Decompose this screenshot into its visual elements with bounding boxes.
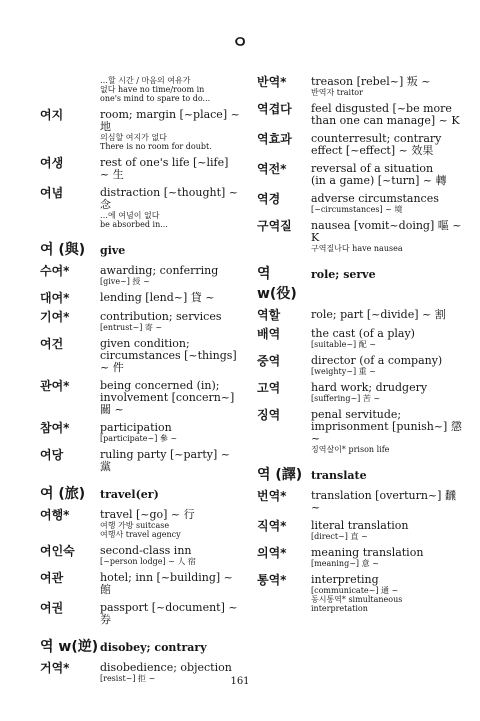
definition-line: disobedience; objection — [100, 661, 232, 674]
entry-definition — [100, 265, 240, 286]
dictionary-entry — [257, 309, 465, 322]
definition-line: 반역자 traitor — [311, 88, 363, 97]
dictionary-entry — [257, 220, 465, 253]
entry-group — [257, 309, 465, 454]
entry-definition — [311, 355, 465, 376]
entry-headword: 참여* — [40, 421, 70, 435]
definition-line: penal servitude; — [311, 408, 402, 421]
definition-line: adverse circumstances — [311, 192, 439, 205]
dictionary-entry — [40, 380, 240, 416]
entry-definition — [100, 545, 240, 566]
definition-line: interpretation — [311, 604, 368, 613]
dictionary-entry — [40, 187, 240, 229]
entry-definition — [311, 103, 465, 127]
definition-line: than one can manage] ~ K — [311, 114, 460, 127]
entry-group — [257, 490, 465, 613]
section-header — [40, 239, 240, 259]
definition-line: involvement [concern~] 關 ~ — [100, 391, 235, 416]
entry-definition — [311, 574, 465, 613]
definition-line: be absorbed in... — [100, 220, 168, 229]
definition-line: ruling party [~party] ~ 黨 — [100, 448, 230, 473]
definition-line: lending [lend~] 貸 ~ — [100, 291, 215, 304]
definition-line: counterresult; contrary — [311, 132, 442, 145]
definition-line: 구역질나다 have nausea — [311, 244, 403, 253]
definition-line: [participate~] 參 ~ — [100, 434, 178, 443]
section-headword: 여 (旅) — [40, 486, 86, 502]
dictionary-entry — [40, 449, 240, 473]
entry-headword: 여인숙 — [40, 544, 75, 558]
definition-line: 여행사 travel agency — [100, 530, 181, 539]
definition-line: travel [~go] ~ 行 — [100, 508, 195, 521]
dictionary-entry — [257, 103, 465, 127]
entry-definition — [311, 547, 465, 568]
definition-line: translation [overturn~] 飜 ~ — [311, 489, 456, 514]
dictionary-entry — [257, 76, 465, 97]
entry-headword: 수여* — [40, 264, 70, 278]
right-column — [257, 76, 465, 619]
entry-headword: 고역 — [257, 381, 281, 395]
dictionary-entry — [40, 265, 240, 286]
entry-headword: 의역* — [257, 546, 287, 560]
entry-definition — [311, 328, 465, 349]
definition-line: literal translation — [311, 519, 409, 532]
definition-line: contribution; services — [100, 310, 222, 323]
entry-headword: 여당 — [40, 448, 64, 462]
entry-headword: 거역* — [40, 661, 70, 675]
entry-group — [40, 265, 240, 473]
entry-definition — [100, 187, 240, 229]
dictionary-entry — [257, 382, 465, 403]
definition-line: There is no room for doubt. — [100, 142, 212, 151]
entry-definition — [311, 163, 465, 187]
definition-line: [give~] 授 ~ — [100, 277, 150, 286]
dictionary-entry — [40, 109, 240, 151]
entry-definition — [100, 602, 240, 626]
definition-line: director (of a company) — [311, 354, 443, 367]
entry-headword: 기여* — [40, 310, 70, 324]
dictionary-entry — [257, 574, 465, 613]
intro-line: 없다 have no time/room in — [100, 85, 205, 94]
entry-definition — [100, 109, 240, 151]
dictionary-entry — [257, 490, 465, 514]
entry-definition — [311, 220, 465, 253]
intro-line: …할 시간 / 마음의 여유가 — [100, 76, 191, 85]
entry-headword: 여생 — [40, 156, 64, 170]
definition-line: hard work; drudgery — [311, 381, 428, 394]
entry-definition — [100, 157, 240, 181]
section-gloss: travel(er) — [100, 488, 159, 501]
page-letter: ㅇ — [231, 33, 249, 53]
section-header — [257, 263, 465, 303]
dictionary-entry — [257, 355, 465, 376]
entry-definition — [311, 490, 465, 514]
definition-line: [entrust~] 寄 ~ — [100, 323, 163, 332]
section-gloss: role; serve — [311, 268, 376, 281]
entry-definition — [311, 520, 465, 541]
entry-group — [257, 76, 465, 253]
section-gloss: disobey; contrary — [100, 641, 207, 654]
entry-definition — [100, 338, 240, 374]
entry-headword: 번역* — [257, 489, 287, 503]
definition-line: [direct~] 直 ~ — [311, 532, 368, 541]
definition-line: effect [~effect] ~ 效果 — [311, 144, 434, 157]
dictionary-entry — [40, 157, 240, 181]
entry-headword: 여관 — [40, 571, 64, 585]
entry-headword: 여권 — [40, 601, 64, 615]
dictionary-entry — [257, 193, 465, 214]
section-headword: 여 (與) — [40, 242, 86, 258]
definition-line: treason [rebel~] 叛 ~ — [311, 75, 431, 88]
entry-headword: 여념 — [40, 186, 64, 200]
definition-line: [resist~] 拒 ~ — [100, 674, 156, 683]
dictionary-entry — [40, 602, 240, 626]
definition-line: (in a game) [~turn] ~ 轉 — [311, 174, 447, 187]
definition-line: rest of one's life [~life] ~ 生 — [100, 156, 229, 181]
entry-definition — [311, 382, 465, 403]
entry-headword: 징역 — [257, 408, 281, 422]
definition-line: the cast (of a play) — [311, 327, 415, 340]
entry-definition — [100, 509, 240, 539]
definition-line: 의심할 여지가 없다 — [100, 133, 167, 142]
entry-headword: 역전* — [257, 162, 287, 176]
entry-definition — [100, 572, 240, 596]
entry-headword: 역경 — [257, 192, 281, 206]
definition-line: circumstances [~things] ~ 件 — [100, 349, 237, 374]
dictionary-entry — [40, 292, 240, 305]
definition-line: nausea [vomit~doing] 嘔 ~ K — [311, 219, 462, 244]
definition-line: distraction [~thought] ~ 念 — [100, 186, 239, 211]
entry-headword: 역할 — [257, 308, 281, 322]
definition-line: …에 여념이 없다 — [100, 211, 160, 220]
entry-headword: 통역* — [257, 573, 287, 587]
definition-line: passport [~document] ~ 券 — [100, 601, 238, 626]
definition-line: [weighty~] 重 ~ — [311, 367, 376, 376]
entry-headword: 대여* — [40, 291, 70, 305]
definition-line: 동시통역* simultaneous — [311, 595, 403, 604]
entry-headword: 배역 — [257, 327, 281, 341]
entry-definition — [100, 380, 240, 416]
definition-line: awarding; conferring — [100, 264, 219, 277]
entry-definition — [311, 309, 465, 322]
dictionary-entry — [40, 572, 240, 596]
dictionary-entry — [40, 311, 240, 332]
definition-line: [suitable~] 配 ~ — [311, 340, 376, 349]
dictionary-entry — [257, 520, 465, 541]
definition-line: hotel; inn [~building] ~ 館 — [100, 571, 233, 596]
definition-line: interpreting — [311, 573, 379, 586]
entry-definition — [100, 311, 240, 332]
definition-line: second-class inn — [100, 544, 192, 557]
definition-line: reversal of a situation — [311, 162, 434, 175]
definition-line: [~person lodge] ~ 人 宿 — [100, 557, 196, 566]
definition-line: 징역살이* prison life — [311, 445, 390, 454]
dictionary-entry — [40, 545, 240, 566]
entry-headword: 반역* — [257, 75, 287, 89]
section-header — [40, 483, 240, 503]
section-gloss: give — [100, 244, 126, 257]
definition-line: meaning translation — [311, 546, 424, 559]
definition-line: [meaning~] 意 ~ — [311, 559, 379, 568]
section-header — [257, 464, 465, 484]
left-column — [40, 76, 240, 689]
entry-definition — [100, 422, 240, 443]
entry-definition — [311, 133, 465, 157]
definition-line: [communicate~] 通 ~ — [311, 586, 399, 595]
entry-definition — [311, 409, 465, 454]
section-headword: 역 (譯) — [257, 467, 303, 483]
dictionary-entry — [40, 338, 240, 374]
page-number: 161 — [230, 676, 250, 687]
entry-headword: 여건 — [40, 337, 64, 351]
definition-line: [suffering~] 苦 ~ — [311, 394, 381, 403]
definition-line: 여행 가방 suitcase — [100, 521, 170, 530]
dictionary-entry — [257, 409, 465, 454]
entry-headword: 여지 — [40, 108, 64, 122]
intro-line: one's mind to spare to do... — [100, 94, 211, 103]
entry-headword: 중역 — [257, 354, 281, 368]
definition-line: feel disgusted [~be more — [311, 102, 452, 115]
dictionary-entry — [257, 328, 465, 349]
continued-entry — [40, 76, 240, 103]
dictionary-entry — [257, 133, 465, 157]
entry-headword: 여행* — [40, 508, 70, 522]
section-header — [40, 636, 240, 656]
dictionary-entry — [257, 163, 465, 187]
definition-line: participation — [100, 421, 172, 434]
definition-line: [~circumstances] ~ 境 — [311, 205, 403, 214]
section-headword: 역 w(役) — [257, 266, 297, 302]
entry-headword: 역겹다 — [257, 102, 292, 116]
section-headword: 역 w(逆) — [40, 639, 99, 655]
entry-headword: 관여* — [40, 379, 70, 393]
entry-group — [40, 109, 240, 229]
entry-definition — [100, 292, 240, 305]
entry-headword: 구역질 — [257, 219, 292, 233]
definition-line: imprisonment [punish~] 懲 ~ — [311, 420, 462, 445]
entry-definition — [311, 76, 465, 97]
entry-group — [40, 509, 240, 626]
dictionary-entry — [40, 509, 240, 539]
definition-line: given condition; — [100, 337, 190, 350]
definition-line: room; margin [~place] ~ 地 — [100, 108, 240, 133]
entry-definition — [311, 193, 465, 214]
entry-headword: 직역* — [257, 519, 287, 533]
dictionary-entry — [257, 547, 465, 568]
entry-definition — [100, 449, 240, 473]
section-gloss: translate — [311, 469, 367, 482]
definition-line: being concerned (in); — [100, 379, 220, 392]
dictionary-entry — [40, 422, 240, 443]
definition-line: role; part [~divide] ~ 割 — [311, 308, 446, 321]
entry-headword: 역효과 — [257, 132, 292, 146]
